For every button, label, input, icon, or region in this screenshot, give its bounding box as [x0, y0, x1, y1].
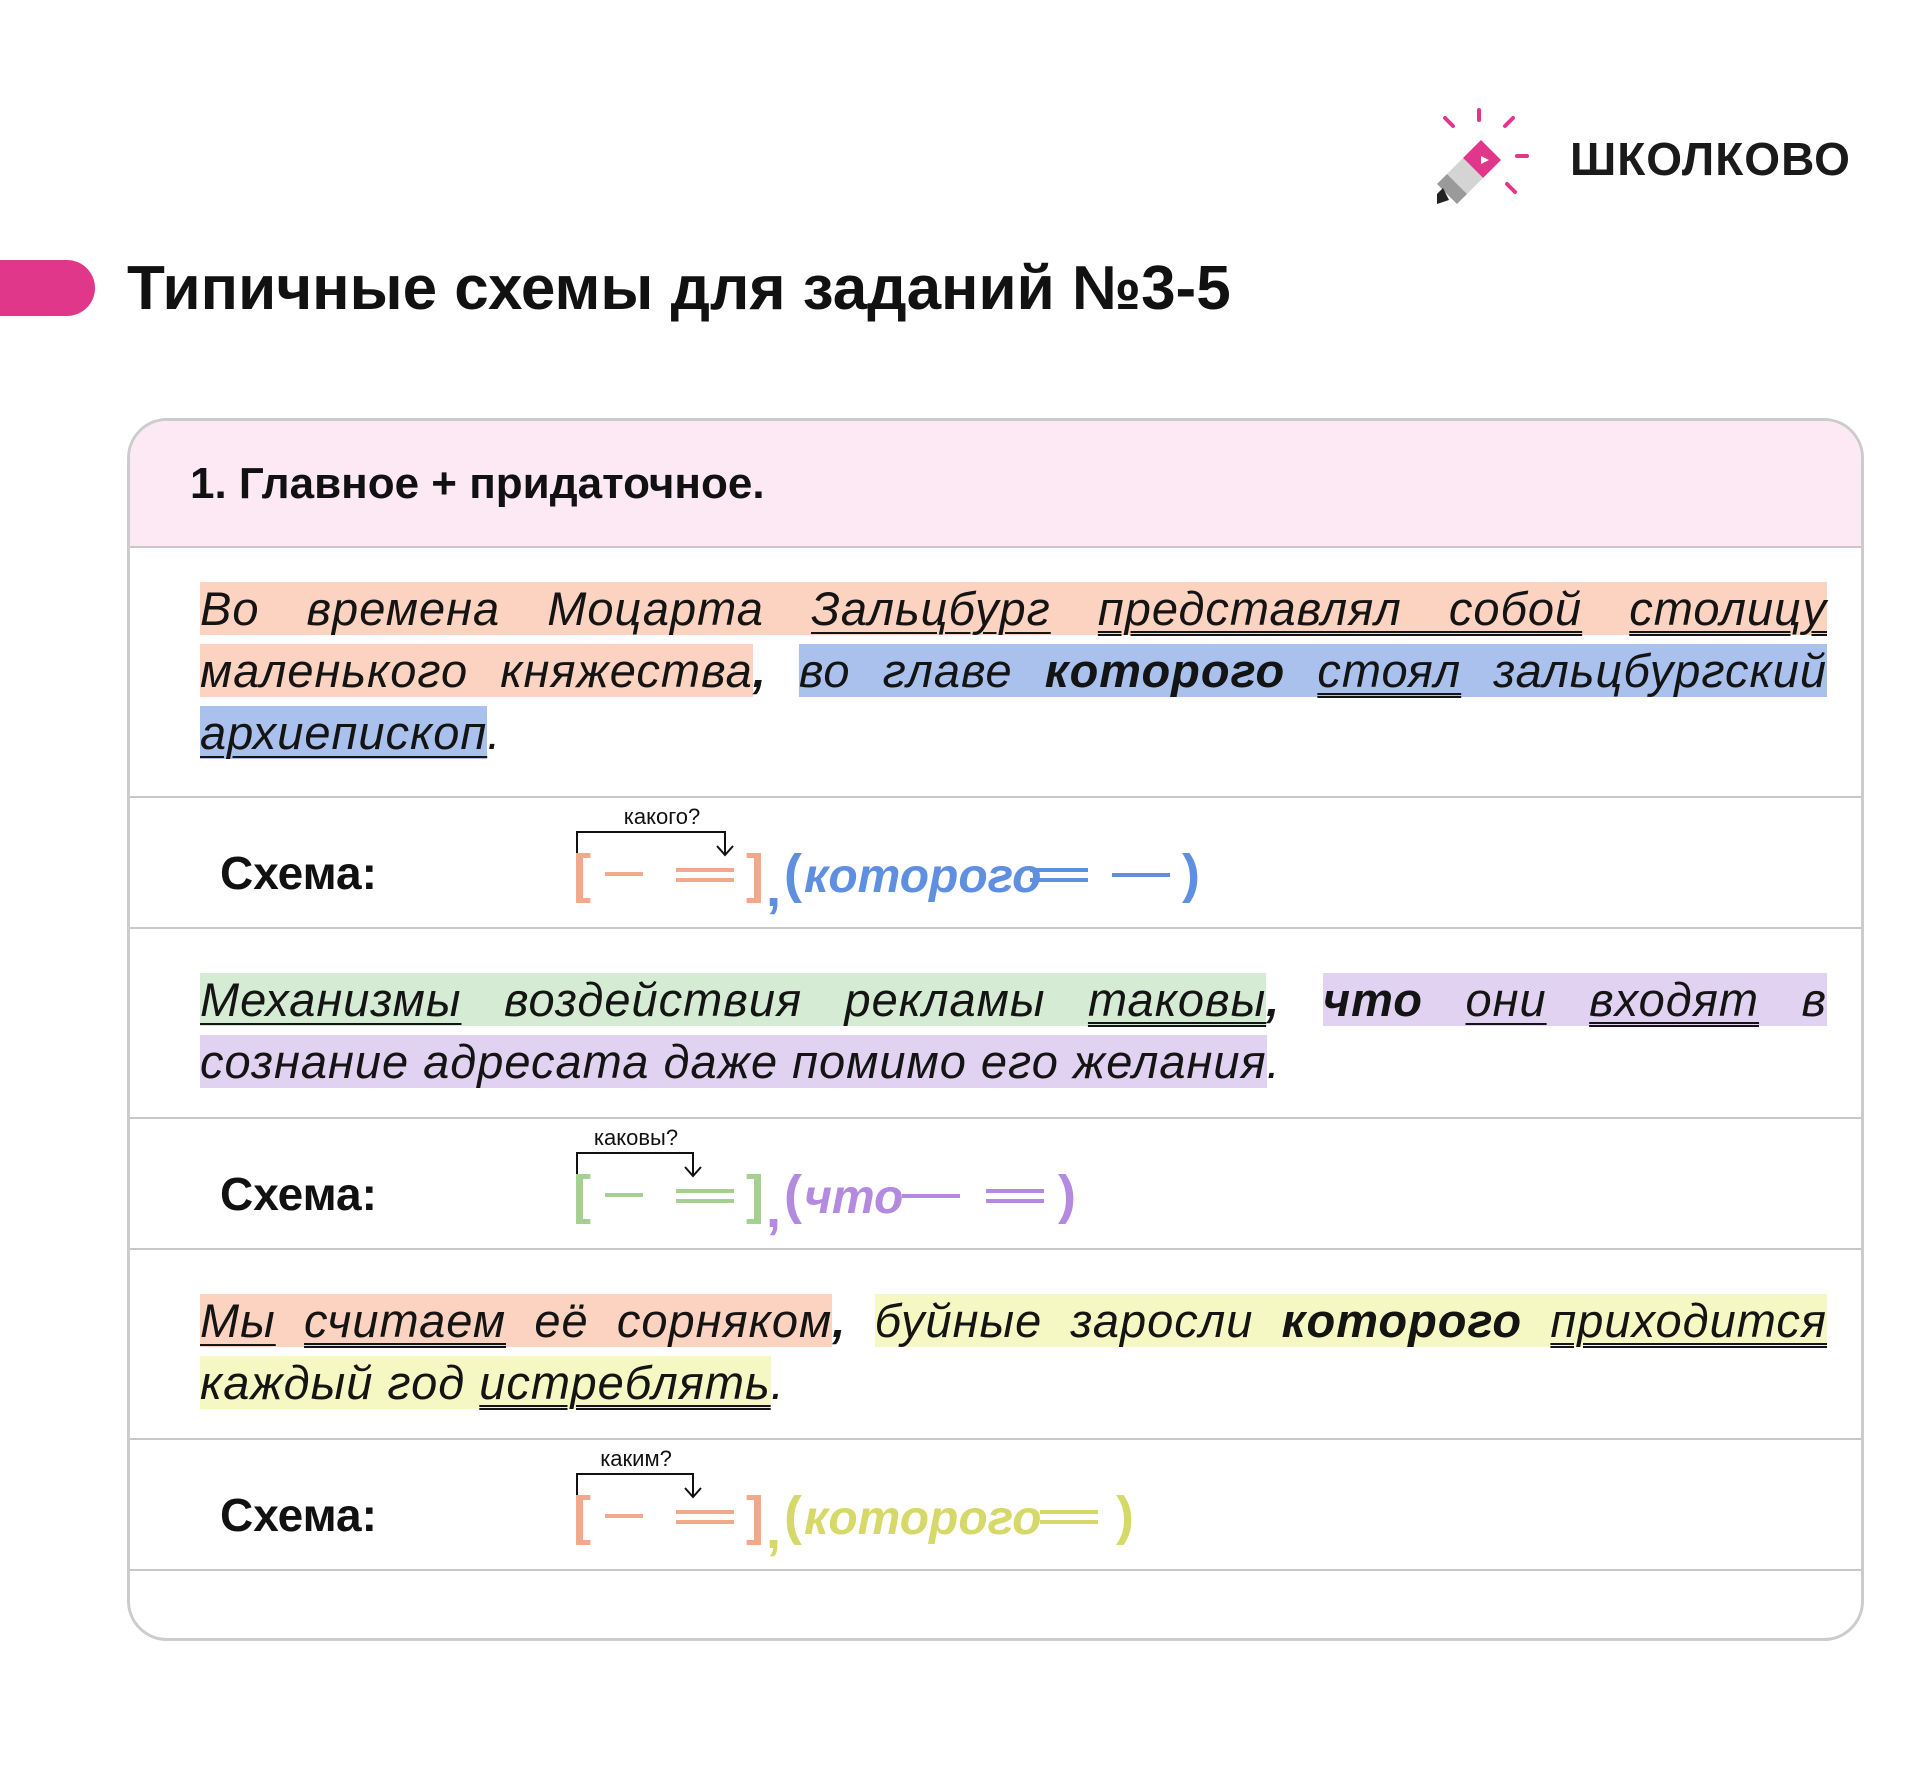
predicate: приходится: [1550, 1294, 1828, 1347]
sentence-fragment: сорняком: [616, 1294, 833, 1347]
clause-bracket-open: [: [573, 1486, 591, 1546]
period: .: [487, 706, 502, 759]
predicate: столицу: [1629, 582, 1827, 635]
conjunctive-word: которого: [804, 850, 1042, 903]
sentence-scheme-2: [440, 1119, 1340, 1250]
subject: Механизмы: [200, 973, 462, 1026]
schema-label: Схема:: [220, 847, 377, 899]
predicate: считаем: [304, 1294, 507, 1347]
schema-label: Схема:: [220, 1489, 377, 1541]
subject: Зальцбург: [811, 582, 1051, 635]
example-sentence-2: [130, 929, 1861, 1119]
sentence-fragment: [1285, 644, 1317, 697]
main-clause: [200, 973, 1266, 1026]
brand-name: ШКОЛКОВО: [1570, 133, 1851, 185]
sentence-fragment: [1582, 582, 1629, 635]
main-clause: [200, 1294, 832, 1347]
question-label: каким?: [600, 1446, 672, 1471]
subject: Мы: [200, 1294, 276, 1347]
example-sentence-1: [130, 548, 1861, 798]
scheme-row-3: [130, 1440, 1861, 1571]
sentence-fragment: Во времена Моцарта: [200, 582, 811, 635]
sentence-fragment: в сознание адресата даже помимо его желания: [200, 973, 1828, 1088]
paren-open: (: [784, 1486, 802, 1546]
conjunction: что: [804, 1171, 904, 1224]
conjunction: что: [1322, 973, 1423, 1026]
sentence-scheme-1: [440, 798, 1340, 929]
sentence-fragment: маленького княжества: [200, 644, 753, 697]
question-label: каковы?: [593, 1125, 679, 1150]
question-label: какого?: [623, 804, 701, 829]
sentence-fragment: воздействия рекламы: [461, 973, 1088, 1026]
subject: они: [1465, 973, 1547, 1026]
sentence-fragment: буйные заросли: [874, 1294, 1282, 1347]
scheme-row-2: [130, 1119, 1861, 1250]
period: .: [770, 1356, 785, 1409]
card-heading: 1. Главное + придаточное.: [190, 459, 765, 508]
conjunctive-word: которого: [804, 1492, 1042, 1545]
clause-bracket-open: [: [573, 844, 591, 904]
question-arrow: [577, 832, 725, 854]
predicate: входят: [1589, 973, 1760, 1026]
sentence-fragment: [1547, 973, 1589, 1026]
period: .: [1266, 1035, 1281, 1088]
subject: архиепископ: [200, 706, 488, 759]
sentence-fragment: её: [506, 1294, 617, 1347]
sentence-fragment: [1522, 1294, 1550, 1347]
predicate: стоял: [1317, 644, 1462, 697]
conjunctive-word: которого: [1044, 644, 1286, 697]
clause-bracket-close: ]: [746, 844, 764, 904]
example-sentence-3: [130, 1250, 1861, 1440]
sentence-fragment: [1423, 973, 1465, 1026]
predicate: таковы: [1087, 973, 1267, 1026]
scheme-comma: ,: [766, 1179, 782, 1239]
predicate: представлял собой: [1097, 582, 1583, 635]
shkolkovo-logo-icon: [1435, 108, 1535, 208]
question-arrow: [577, 1474, 693, 1496]
question-arrow: [577, 1153, 693, 1175]
sentence-text: [200, 578, 1827, 764]
scheme-row-1: [130, 798, 1861, 929]
paren-open: (: [784, 844, 802, 904]
accent-pill: [0, 260, 95, 316]
clause-bracket-close: ]: [746, 1486, 764, 1546]
paren-close: ): [1116, 1486, 1134, 1546]
sentence-fragment: [1051, 582, 1098, 635]
clause-bracket-close: ]: [746, 1165, 764, 1225]
conjunctive-word: которого: [1281, 1294, 1523, 1347]
paren-open: (: [784, 1165, 802, 1225]
sentence-fragment: [276, 1294, 304, 1347]
card-header: [130, 421, 1861, 548]
sentence-fragment: зальцбургский: [1461, 644, 1828, 697]
predicate: истреблять: [479, 1356, 771, 1409]
sentence-fragment: каждый год: [200, 1356, 480, 1409]
scheme-comma: ,: [766, 1500, 782, 1560]
sentence-scheme-3: [440, 1440, 1340, 1571]
comma: ,: [832, 1294, 847, 1347]
sentence-fragment: во главе: [798, 644, 1045, 697]
scheme-card: [127, 418, 1864, 1641]
schema-label: Схема:: [220, 1168, 377, 1220]
page-title: Типичные схемы для заданий №3-5: [127, 254, 1231, 323]
paren-close: ): [1182, 844, 1200, 904]
scheme-comma: ,: [766, 858, 782, 918]
sentence-text: [200, 969, 1827, 1093]
comma: ,: [752, 644, 767, 697]
clause-bracket-open: [: [573, 1165, 591, 1225]
sentence-text: [200, 1290, 1827, 1414]
comma: ,: [1266, 973, 1281, 1026]
paren-close: ): [1058, 1165, 1076, 1225]
